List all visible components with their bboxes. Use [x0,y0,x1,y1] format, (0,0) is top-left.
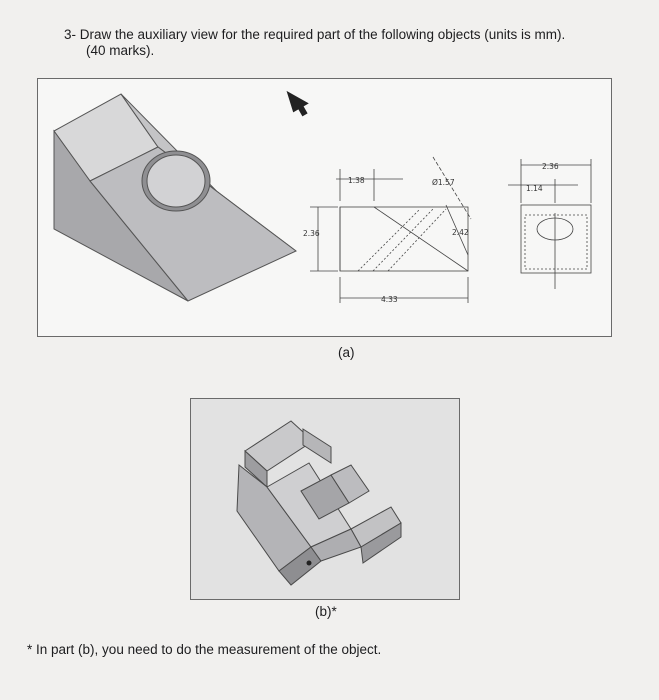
dim-4-33: 4.33 [381,295,398,304]
isometric-wedge-object [54,94,296,301]
dim-1-38: 1.38 [348,176,365,185]
dim-2-36-side: 2.36 [542,162,559,171]
figure-b-panel [190,398,460,600]
footnote-star: * [27,642,33,657]
question-text [64,27,565,43]
dim-2-42: 2.42 [452,228,469,237]
figure-b-drawing [191,399,459,599]
dim-2-36-vertical: 2.36 [303,229,320,238]
question-line1: Draw the auxiliary view for the required part of the following objects (units is mm). [79,27,566,42]
side-view-drawing [508,159,591,289]
figure-a-drawing [38,79,611,336]
footnote-text: In part (b), you need to do the measurement of the object. [36,642,382,657]
question-number: 3- [64,27,77,42]
dim-diameter-1-57: Ø1.57 [432,178,455,187]
figure-a-label: (a) [338,345,355,360]
figure-b-label: (b)* [315,604,337,619]
figure-a-panel [37,78,612,337]
cursor-arrow-icon [282,84,313,119]
footnote [27,642,381,658]
isometric-h-shaped-object [237,421,401,585]
question-marks: (40 marks). [86,43,155,58]
object-dot-mark [307,561,312,566]
dim-1-14: 1.14 [526,184,543,193]
